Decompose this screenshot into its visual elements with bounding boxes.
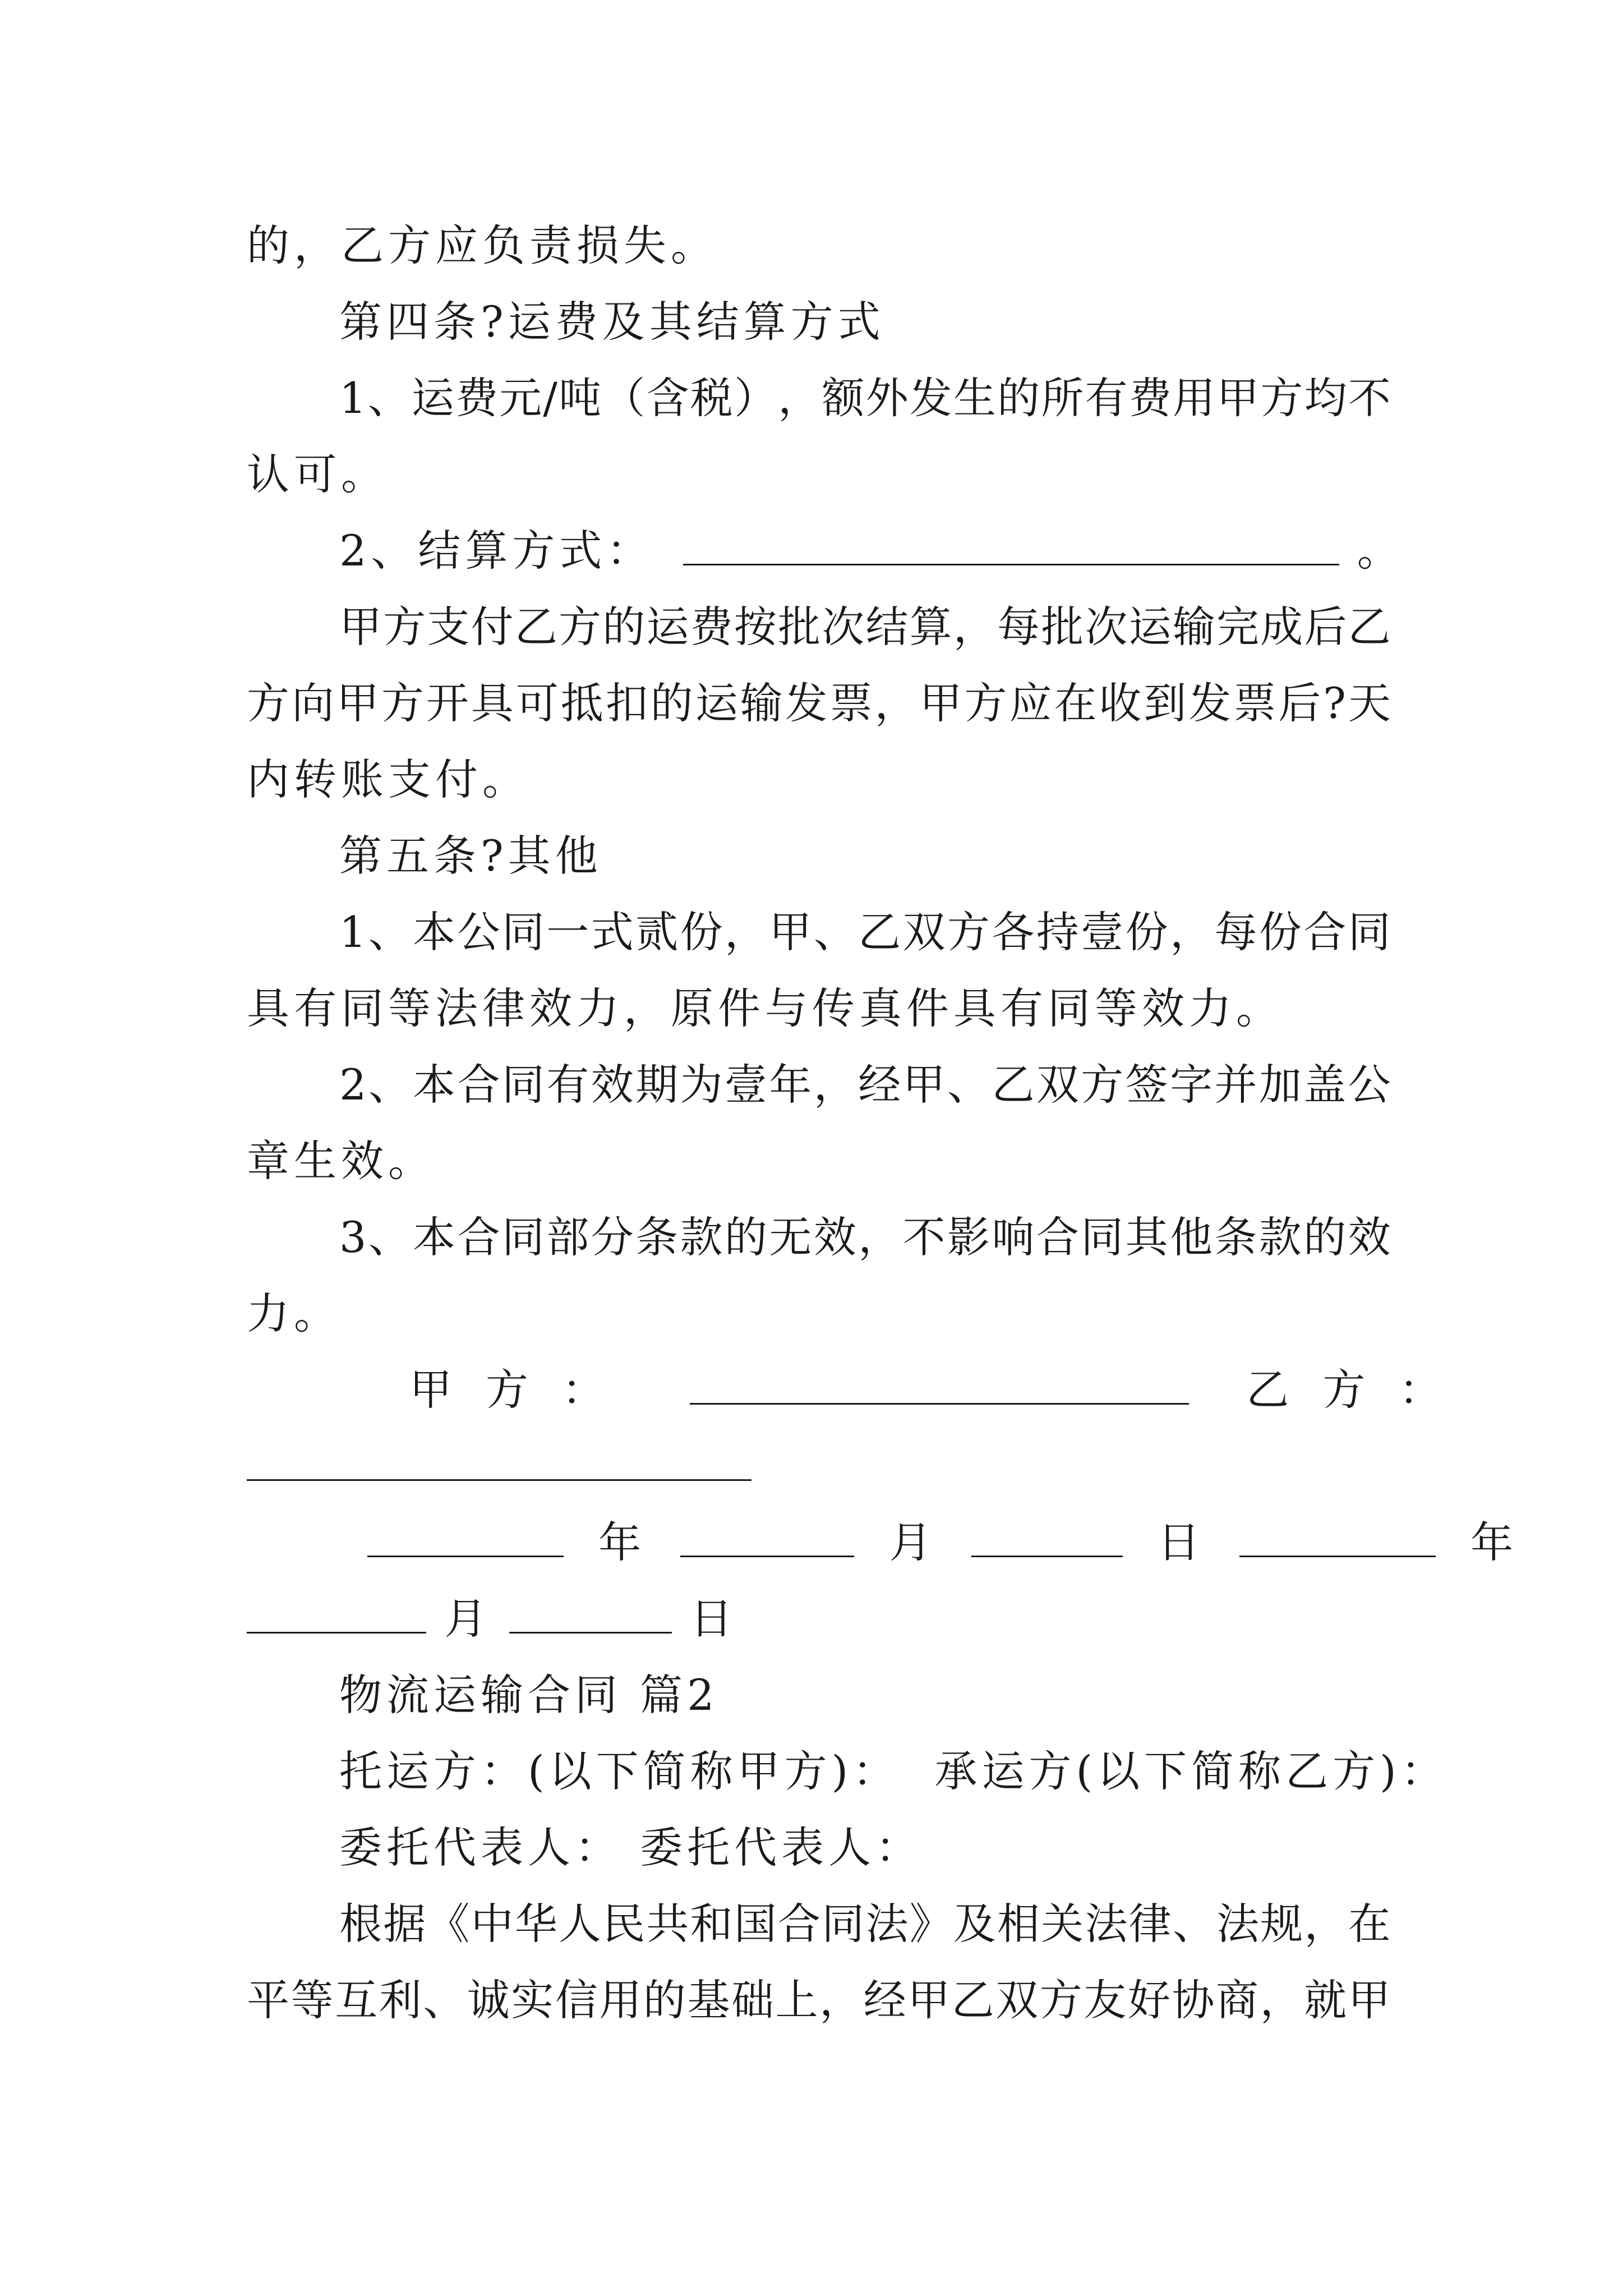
date-line-1: [247, 1504, 1518, 1581]
text-char: 甲: [1348, 1975, 1391, 2025]
text-char: 同: [822, 1899, 865, 1949]
text-char: 、: [368, 907, 411, 957]
text-line-15: 力。: [247, 1289, 341, 1338]
text-char: 乙: [992, 1060, 1035, 1110]
article-4-heading: 第四条?运费及其结算方式: [339, 297, 885, 347]
text-char: 天: [1348, 678, 1391, 728]
text-char: 中: [471, 1899, 514, 1949]
text-line-13: 章生效。: [247, 1136, 435, 1186]
text-char: ，: [778, 373, 821, 423]
text-char: 的: [1303, 1212, 1347, 1262]
text-char: 、: [367, 373, 411, 423]
text-char: 的: [643, 1975, 686, 2025]
text-char: 合: [778, 1899, 821, 1949]
text-char: 并: [1214, 1060, 1257, 1110]
text-char: 方: [381, 678, 424, 728]
text-char: ?: [1323, 678, 1346, 728]
text-char: 基: [687, 1975, 730, 2025]
text-char: 到: [1144, 678, 1187, 728]
text-line-6: [247, 589, 1391, 665]
date-line-2: [247, 1581, 1391, 1657]
text-char: 甲: [339, 602, 382, 652]
text-char: 方: [559, 602, 602, 652]
text-line-12: [247, 1047, 1391, 1123]
text-char: 甲: [336, 678, 379, 728]
text-char: 均: [1304, 373, 1347, 423]
text-char: 同: [1081, 1212, 1124, 1262]
text-char: 华: [514, 1899, 557, 1949]
text-char: 效: [1348, 1212, 1391, 1262]
text-char: 方: [1081, 1060, 1124, 1110]
text-char: 用: [599, 1975, 642, 2025]
text-char: ，: [813, 1060, 856, 1110]
text-char: 外: [865, 373, 909, 423]
contract-2-title: 物流运输合同 篇2: [339, 1670, 719, 1720]
text-char: ，: [858, 1212, 901, 1262]
text-char: 其: [1125, 1212, 1168, 1262]
text-char: 字: [1170, 1060, 1213, 1110]
day-b-blank: [509, 1596, 672, 1634]
text-char: 费: [690, 602, 733, 652]
text-char: 份: [680, 907, 723, 957]
text-char: 签: [1125, 1060, 1168, 1110]
text-char: 共: [646, 1899, 689, 1949]
text-char: 经: [863, 1975, 906, 2025]
text-char: 等: [291, 1975, 334, 2025]
year-a-blank: [367, 1520, 564, 1557]
text-char: 和: [690, 1899, 733, 1949]
text-char: 据: [383, 1899, 426, 1949]
text-char: 分: [591, 1212, 634, 1262]
text-char: 有: [1085, 373, 1128, 423]
month-a-label: 月: [889, 1517, 937, 1567]
text-char: ，: [1304, 1899, 1347, 1949]
text-char: 的: [602, 602, 645, 652]
text-char: 所: [1041, 373, 1084, 423]
text-char: 年: [769, 1060, 812, 1110]
text-char: 、: [813, 907, 856, 957]
text-char: 合: [1036, 1212, 1079, 1262]
text-char: 甲: [919, 678, 962, 728]
shipper-label: 托运方：(以下简称甲方)：: [339, 1746, 900, 1796]
text-char: 输: [740, 678, 783, 728]
text-char: 无: [769, 1212, 812, 1262]
text-char: 乙: [1348, 602, 1391, 652]
text-char: 民: [602, 1899, 645, 1949]
text-char: 本: [413, 907, 456, 957]
text-char: 合: [457, 1212, 500, 1262]
text-char: 方: [1260, 373, 1303, 423]
month-b-label: 月: [444, 1594, 492, 1644]
text-char: 扣: [605, 678, 648, 728]
text-char: 发: [1188, 678, 1232, 728]
text-char: 、: [368, 1060, 411, 1110]
text-char: 友: [1083, 1975, 1127, 2025]
text-char: 》: [909, 1899, 952, 1949]
text-char: 公: [457, 907, 500, 957]
article-5-heading: 第五条?其他: [339, 831, 602, 881]
text-char: 根: [339, 1899, 382, 1949]
text-char: 生: [953, 373, 997, 423]
parties-line: [247, 1733, 1448, 1810]
text-char: 信: [555, 1975, 598, 2025]
text-char: 条: [635, 1212, 679, 1262]
text-line-8: 内转账支付。: [247, 754, 529, 804]
text-line-10: [247, 894, 1391, 970]
text-char: 有: [546, 1060, 589, 1110]
text-char: 好: [1127, 1975, 1170, 2025]
text-char: 乙: [514, 602, 557, 652]
text-char: 费: [1128, 373, 1172, 423]
text-char: 不: [902, 1212, 946, 1262]
text-char: 按: [734, 602, 777, 652]
text-char: 份: [1258, 907, 1302, 957]
text-char: 票: [829, 678, 873, 728]
text-char: 国: [734, 1899, 777, 1949]
text-char: 方: [247, 678, 289, 728]
text-char: 法: [865, 1899, 909, 1949]
text-char: 《: [427, 1899, 470, 1949]
text-char: 1: [339, 373, 367, 423]
text-line-23: [247, 1962, 1391, 2039]
text-char: 的: [997, 373, 1040, 423]
text-char: ）: [734, 373, 777, 423]
text-char: 部: [546, 1212, 589, 1262]
text-char: 不: [1348, 373, 1391, 423]
text-char: 壹: [1081, 907, 1124, 957]
text-char: 互: [335, 1975, 378, 2025]
text-line-freight-rate: [247, 360, 1391, 436]
text-char: 费: [455, 373, 498, 423]
text-char: 方: [947, 907, 990, 957]
signature-line: [247, 1352, 1476, 1428]
text-char: 双: [995, 1975, 1039, 2025]
text-char: /: [543, 373, 557, 423]
text-char: 持: [1036, 907, 1079, 957]
text-char: 算: [909, 602, 952, 652]
text-char: 吨: [559, 373, 602, 423]
text-char: 本: [413, 1060, 456, 1110]
text-char: 盖: [1303, 1060, 1347, 1110]
text-char: 付: [471, 602, 514, 652]
text-char: 平: [247, 1975, 289, 2025]
text-char: 次: [822, 602, 865, 652]
text-char: 各: [992, 907, 1035, 957]
text-char: 就: [1304, 1975, 1347, 2025]
text-char: 贰: [635, 907, 679, 957]
text-char: ，: [1260, 1975, 1303, 2025]
text-char: 方: [383, 602, 426, 652]
text-char: 运: [695, 678, 738, 728]
text-char: 向: [291, 678, 334, 728]
text-char: ，: [725, 907, 768, 957]
text-char: 运: [646, 602, 689, 652]
settlement-method-label: 2、结算方式：: [339, 526, 654, 576]
text-char: 的: [725, 1212, 768, 1262]
text-line-7: [247, 665, 1391, 742]
text-char: 相: [997, 1899, 1040, 1949]
text-char: 甲: [769, 907, 812, 957]
text-char: 效: [813, 1212, 856, 1262]
text-char: 法: [1216, 1899, 1260, 1949]
text-char: 后: [1304, 602, 1347, 652]
text-char: 次: [1085, 602, 1128, 652]
text-char: 他: [1170, 1212, 1213, 1262]
text-char: 每: [1214, 907, 1257, 957]
text-char: 额: [822, 373, 865, 423]
text-line-14: [247, 1199, 1391, 1276]
text-char: 可: [515, 678, 559, 728]
text-char: 乙: [858, 907, 901, 957]
party-b-label: 乙方：: [1246, 1365, 1476, 1415]
text-char: 用: [1173, 373, 1216, 423]
text-char: 款: [1258, 1212, 1302, 1262]
text-char: ，: [819, 1975, 863, 2025]
text-char: 份: [1125, 907, 1168, 957]
text-char: 批: [1041, 602, 1084, 652]
text-char: 效: [591, 1060, 634, 1110]
text-char: 壹: [725, 1060, 768, 1110]
representatives-line: 委托代表人： 委托代表人：: [339, 1823, 923, 1872]
text-char: 开: [426, 678, 469, 728]
text-char: 经: [858, 1060, 901, 1110]
text-line-22: [247, 1886, 1391, 1962]
text-line-4: 认可。: [247, 449, 388, 499]
text-char: 批: [778, 602, 821, 652]
text-char: ，: [1170, 907, 1213, 957]
settlement-method-blank: [683, 528, 1339, 565]
text-char: 人: [559, 1899, 602, 1949]
text-char: 诚: [467, 1975, 510, 2025]
text-char: 法: [1085, 1899, 1128, 1949]
text-char: ，: [874, 678, 917, 728]
text-char: 、: [947, 1060, 990, 1110]
text-char: 方: [964, 678, 1007, 728]
year-b-blank: [1239, 1520, 1436, 1557]
text-char: 关: [1041, 1899, 1084, 1949]
text-char: 的: [650, 678, 693, 728]
text-char: 3: [339, 1212, 367, 1262]
party-b-blank: [247, 1443, 751, 1481]
text-char: 础: [731, 1975, 774, 2025]
text-char: 加: [1258, 1060, 1302, 1110]
text-char: 实: [511, 1975, 554, 2025]
text-char: 票: [1233, 678, 1276, 728]
party-a-blank: [690, 1367, 1189, 1405]
text-char: 、: [423, 1975, 466, 2025]
settlement-method-line: [247, 513, 1404, 589]
text-char: 甲: [907, 1975, 951, 2025]
text-char: 在: [1348, 1899, 1391, 1949]
text-char: 合: [457, 1060, 500, 1110]
day-a-blank: [971, 1520, 1123, 1557]
document-page: [247, 208, 1518, 2039]
text-char: 同: [501, 1060, 545, 1110]
text-char: 双: [1036, 1060, 1079, 1110]
text-char: 商: [1216, 1975, 1259, 2025]
text-line-1: 的，乙方应负责损失。: [247, 220, 718, 270]
text-char: 在: [1054, 678, 1097, 728]
text-char: 协: [1172, 1975, 1215, 2025]
year-b-label: 年: [1470, 1517, 1518, 1567]
text-char: 同: [1348, 907, 1391, 957]
text-char: ，: [953, 602, 996, 652]
text-char: 甲: [1216, 373, 1260, 423]
text-char: 及: [953, 1899, 996, 1949]
day-b-label: 日: [690, 1594, 737, 1644]
party-b-blank-line: [247, 1428, 1391, 1504]
text-char: 乙: [951, 1975, 994, 2025]
text-char: 完: [1216, 602, 1260, 652]
text-char: 支: [427, 602, 470, 652]
text-char: 规: [1260, 1899, 1303, 1949]
text-char: 应: [1009, 678, 1052, 728]
month-b-blank: [247, 1596, 426, 1634]
text-char: 一: [546, 907, 589, 957]
text-char: 含: [646, 373, 689, 423]
day-a-label: 日: [1157, 1517, 1205, 1567]
text-char: 款: [680, 1212, 723, 1262]
text-line-11: 具有同等法律效力，原件与传真件具有同等效力。: [247, 983, 1283, 1033]
text-char: 元: [499, 373, 542, 423]
text-char: （: [602, 373, 645, 423]
text-char: 式: [591, 907, 634, 957]
text-char: 发: [909, 373, 952, 423]
text-char: 输: [1172, 602, 1215, 652]
text-char: 具: [471, 678, 514, 728]
carrier-label: 承运方(以下简称乙方)：: [934, 1746, 1448, 1796]
text-char: 本: [413, 1212, 456, 1262]
year-a-label: 年: [598, 1517, 646, 1567]
month-a-blank: [680, 1520, 854, 1557]
text-char: 上: [775, 1975, 818, 2025]
text-char: 2: [339, 1060, 367, 1110]
text-char: 方: [1039, 1975, 1082, 2025]
text-char: 同: [501, 1212, 545, 1262]
text-char: 税: [690, 373, 733, 423]
text-char: 运: [1128, 602, 1172, 652]
text-char: 结: [865, 602, 909, 652]
text-char: 律: [1128, 1899, 1172, 1949]
text-char: 收: [1099, 678, 1142, 728]
text-char: 运: [411, 373, 454, 423]
text-char: 公: [1348, 1060, 1391, 1110]
text-char: 成: [1260, 602, 1303, 652]
text-char: 甲: [902, 1060, 946, 1110]
text-char: 条: [1214, 1212, 1257, 1262]
text-char: 期: [635, 1060, 679, 1110]
settlement-method-end: 。: [1357, 526, 1404, 576]
text-char: 1: [339, 907, 367, 957]
text-char: 影: [947, 1212, 990, 1262]
text-char: 为: [680, 1060, 723, 1110]
text-char: 后: [1278, 678, 1321, 728]
text-char: 、: [368, 1212, 411, 1262]
text-char: 双: [902, 907, 946, 957]
text-char: 利: [379, 1975, 422, 2025]
text-char: 响: [992, 1212, 1035, 1262]
text-char: 同: [501, 907, 545, 957]
text-char: 发: [785, 678, 828, 728]
text-char: 、: [1172, 1899, 1215, 1949]
text-char: 每: [997, 602, 1040, 652]
party-a-label: 甲方：: [409, 1365, 638, 1415]
text-char: 抵: [560, 678, 603, 728]
text-char: 合: [1303, 907, 1347, 957]
